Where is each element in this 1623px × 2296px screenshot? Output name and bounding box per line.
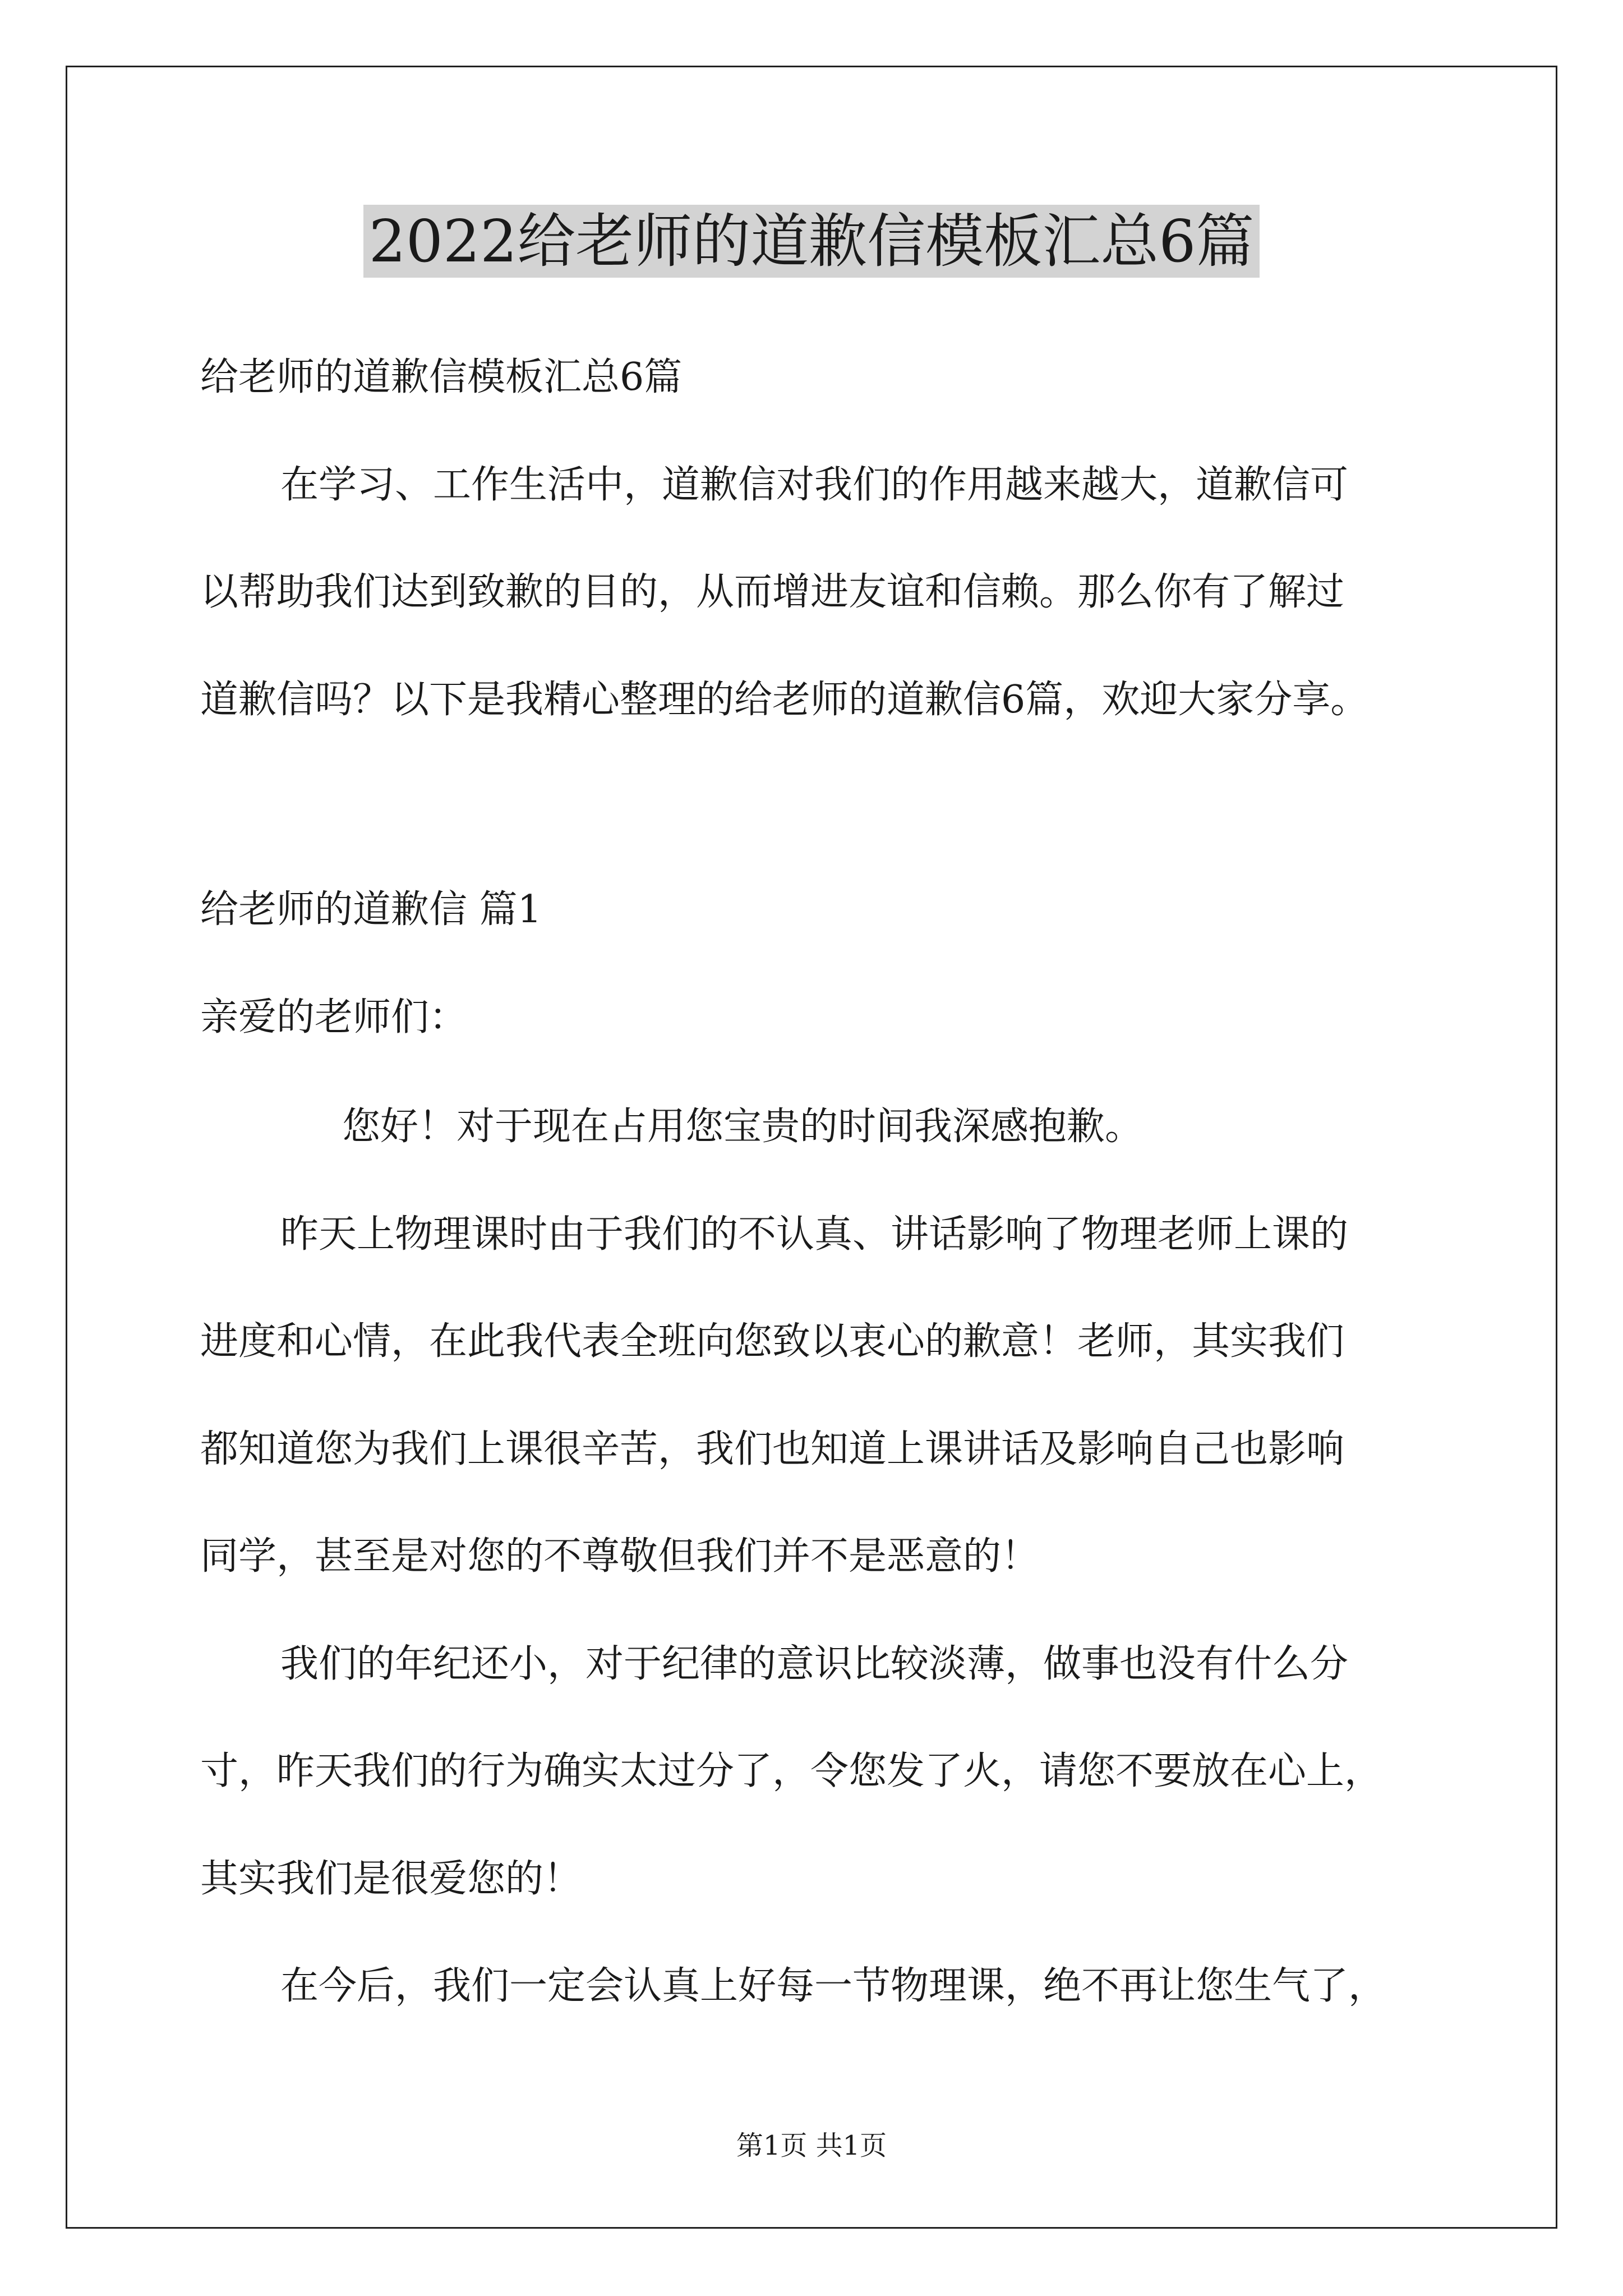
body-paragraph-1-line-1: 昨天上物理课时由于我们的不认真、讲话影响了物理老师上课的 — [280, 1212, 1349, 1257]
body-paragraph-1-line-4: 同学，甚至是对您的不尊敬但我们并不是恶意的！ — [200, 1534, 1040, 1579]
body-paragraph-1-line-3: 都知道您为我们上课很辛苦，我们也知道上课讲话及影响自己也影响 — [200, 1427, 1345, 1471]
subtitle-line: 给老师的道歉信模板汇总6篇 — [200, 355, 683, 399]
intro-paragraph-line-1: 在学习、工作生活中，道歉信对我们的作用越来越大，道歉信可 — [280, 463, 1349, 507]
intro-paragraph-line-2: 以帮助我们达到致歉的目的，从而增进友谊和信赖。那么你有了解过 — [200, 570, 1345, 614]
body-paragraph-2-line-1: 我们的年纪还小，对于纪律的意识比较淡薄，做事也没有什么分 — [280, 1642, 1349, 1686]
intro-paragraph-line-3: 道歉信吗？以下是我精心整理的给老师的道歉信6篇，欢迎大家分享。 — [200, 678, 1369, 722]
body-paragraph-3-line-1: 在今后，我们一定会认真上好每一节物理课，绝不再让您生气了， — [280, 1964, 1387, 2008]
greeting-line: 您好！对于现在占用您宝贵的时间我深感抱歉。 — [342, 1105, 1144, 1149]
body-paragraph-1-line-2: 进度和心情，在此我代表全班向您致以衷心的歉意！老师，其实我们 — [200, 1319, 1345, 1364]
document-title-text: 2022给老师的道歉信模板汇总6篇 — [363, 205, 1260, 278]
section-heading: 给老师的道歉信 篇1 — [200, 887, 542, 932]
body-paragraph-2-line-2: 寸，昨天我们的行为确实太过分了，令您发了火，请您不要放在心上， — [200, 1749, 1383, 1793]
salutation: 亲爱的老师们： — [200, 995, 468, 1039]
document-title — [0, 202, 1623, 280]
body-paragraph-2-line-3: 其实我们是很爱您的！ — [200, 1857, 582, 1901]
page-number-footer: 第1页 共1页 — [736, 2130, 887, 2161]
